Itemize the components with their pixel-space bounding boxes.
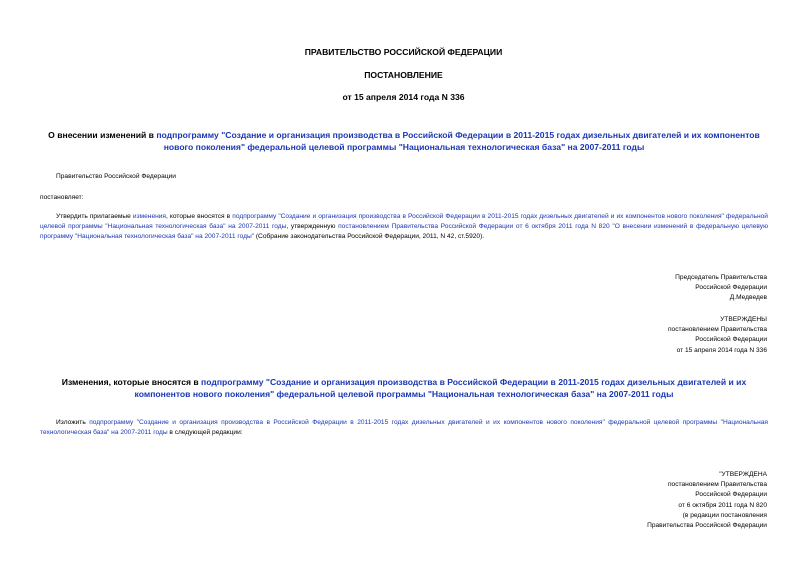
- government-line: Правительство Российской Федерации: [56, 173, 176, 180]
- changes-title: [40, 377, 768, 400]
- subprogram-link[interactable]: подпрограмму "Создание и организация производства в Российской Федерации в 2011-2015 годах дизельных двигателей и их компонентов нового поколения" федеральной целевой программы "Национальная технологическая база" на 2007-2011 годы: [40, 213, 768, 230]
- title-subprogram-link[interactable]: подпрограмму "Создание и организация производства в Российской Федерации в 2011-2015 годах дизельных двигателей и их компонентов нового поколения" федеральной целевой программы "Национальная технологическая база" на 2007-2011 годы: [156, 130, 760, 152]
- subprogram-link[interactable]: подпрограмму "Создание и организация производства в Российской Федерации в 2011-2015 годах дизельных двигателей и их компонентов нового поколения" федеральной целевой программы "Национальная технологическая база" на 2007-2011 годы: [40, 419, 768, 436]
- document-date-number: от 15 апреля 2014 года N 336: [342, 92, 465, 102]
- approved-line: от 15 апреля 2014 года N 336: [676, 346, 767, 354]
- resolution-paragraph: [40, 212, 768, 242]
- approved-820-line: (в редакции постановления: [682, 511, 767, 519]
- paragraph-text: в следующей редакции:: [167, 429, 243, 436]
- document-title: [40, 130, 768, 153]
- changes-paragraph: [40, 418, 768, 438]
- paragraph-text: Изложить: [56, 419, 90, 426]
- changes-title-prefix: Изменения, которые вносятся в: [61, 377, 202, 387]
- approved-820-line: Российской Федерации: [695, 491, 767, 499]
- signature-position: Председатель Правительства: [675, 274, 767, 281]
- resolution-820-link[interactable]: постановлением Правительства Российской Федерации от 6 октября 2011 года N 820 "О внесении изменений в федеральную целевую программу "Национальная технологическая база" на 2007-2011 годы": [40, 223, 769, 240]
- approved-heading: УТВЕРЖДЕНЫ: [720, 316, 767, 323]
- changes-link[interactable]: изменения: [132, 213, 167, 220]
- resolves-line: постановляет:: [40, 194, 84, 201]
- signature-name: Д.Медведев: [729, 294, 767, 302]
- approved-820-block: [527, 470, 767, 531]
- document-type: ПОСТАНОВЛЕНИЕ: [364, 70, 443, 80]
- approved-820-line: Правительства Российской Федерации: [647, 522, 767, 530]
- changes-title-subprogram-link[interactable]: подпрограмму "Создание и организация производства в Российской Федерации в 2011-2015 годах дизельных двигателей и их компонентов нового поколения" федеральной целевой программы "Национальная технологическая база" на 2007-2011 годы: [134, 377, 747, 399]
- approved-line: постановлением Правительства: [667, 326, 767, 334]
- approved-line: Российской Федерации: [695, 336, 767, 344]
- title-prefix: О внесении изменений в: [48, 130, 157, 140]
- paragraph-text: , которые вносятся в: [166, 213, 233, 220]
- paragraph-text: (Собрание законодательства Российской Федерации, 2011, N 42, ст.5920).: [254, 233, 485, 240]
- government-heading: ПРАВИТЕЛЬСТВО РОССИЙСКОЙ ФЕДЕРАЦИИ: [304, 47, 503, 57]
- approved-block: [527, 315, 767, 356]
- approved-820-line: постановлением Правительства: [667, 481, 767, 489]
- paragraph-text: , утвержденную: [286, 223, 339, 230]
- approved-820-heading: "УТВЕРЖДЕНА: [719, 471, 767, 478]
- signature-org: Российской Федерации: [695, 284, 767, 292]
- signature-block: [527, 273, 767, 304]
- approved-820-line: от 6 октября 2011 года N 820: [678, 501, 767, 509]
- paragraph-text: Утвердить прилагаемые: [56, 213, 133, 220]
